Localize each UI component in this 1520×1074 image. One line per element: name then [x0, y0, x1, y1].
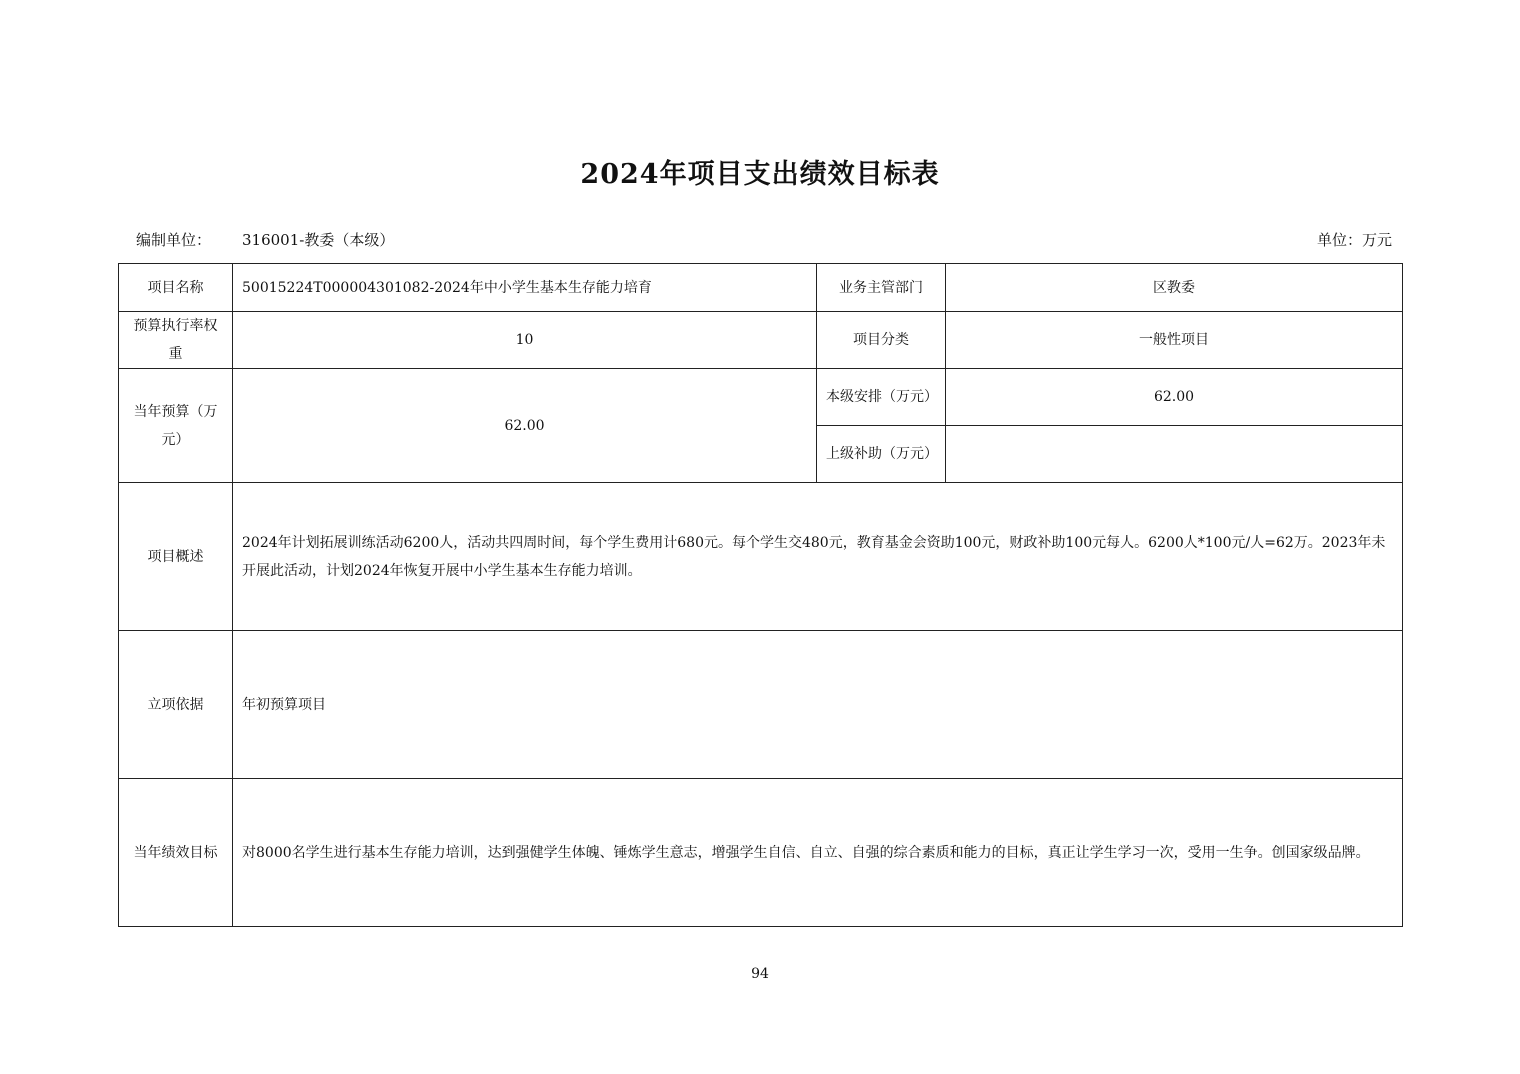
table-row — [119, 483, 1403, 631]
page-title: 2024年项目支出绩效目标表 — [580, 159, 940, 190]
local-arrangement-value: 62.00 — [946, 369, 1403, 426]
project-category-label: 项目分类 — [817, 312, 946, 369]
table-row — [119, 264, 1403, 312]
overview-label: 项目概述 — [119, 483, 233, 631]
table-row — [119, 631, 1403, 779]
local-arrangement-label: 本级安排（万元） — [817, 369, 946, 426]
overview-value: 2024年计划拓展训练活动6200人，活动共四周时间，每个学生费用计680元。每个学生交480元，教育基金会资助100元，财政补助100元每人。6200人*100元/人=62万。2023年未开展此活动，计划2024年恢复开展中小学生基本生存能力培训。 — [233, 483, 1403, 631]
project-category-value: 一般性项目 — [946, 312, 1403, 369]
project-name-value: 50015224T000004301082-2024年中小学生基本生存能力培育 — [233, 264, 817, 312]
page-number: 94 — [751, 966, 769, 982]
budget-weight-label: 预算执行率权重 — [119, 312, 233, 369]
basis-value: 年初预算项目 — [233, 631, 1403, 779]
performance-table — [118, 263, 1403, 927]
department-value: 区教委 — [946, 264, 1403, 312]
annual-budget-label: 当年预算（万元） — [119, 369, 233, 483]
department-label: 业务主管部门 — [817, 264, 946, 312]
annual-budget-value: 62.00 — [233, 369, 817, 483]
superior-subsidy-value — [946, 426, 1403, 483]
superior-subsidy-label: 上级补助（万元） — [817, 426, 946, 483]
table-row — [119, 779, 1403, 927]
basis-label: 立项依据 — [119, 631, 233, 779]
goal-value: 对8000名学生进行基本生存能力培训，达到强健学生体魄、锤炼学生意志，增强学生自信、自立、自强的综合素质和能力的目标，真正让学生学习一次，受用一生争。创国家级品牌。 — [233, 779, 1403, 927]
currency-unit: 单位：万元 — [1316, 231, 1392, 249]
budget-weight-value: 10 — [233, 312, 817, 369]
compiling-unit-value: 316001-教委（本级） — [242, 231, 395, 249]
table-row — [119, 312, 1403, 369]
table-row — [119, 369, 1403, 426]
goal-label: 当年绩效目标 — [119, 779, 233, 927]
compiling-unit-label: 编制单位： — [136, 231, 212, 249]
project-name-label: 项目名称 — [119, 264, 233, 312]
